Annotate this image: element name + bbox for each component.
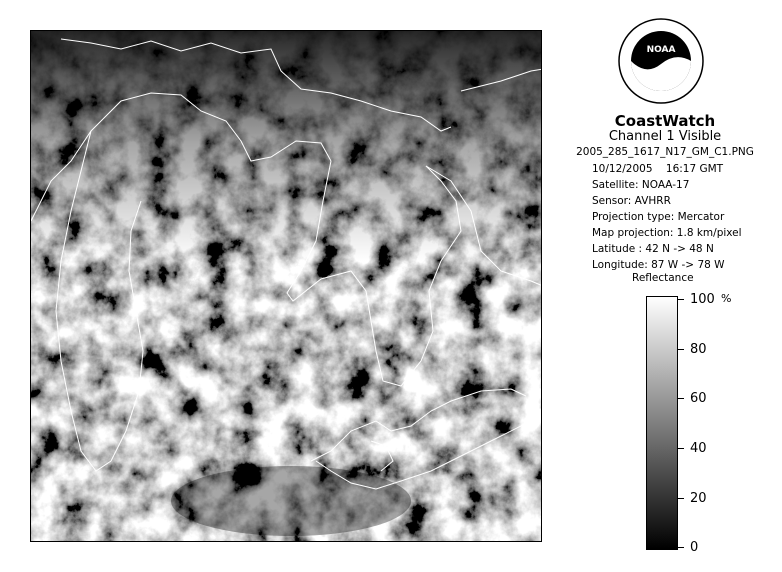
- dark-patch: [171, 466, 411, 536]
- date-text: 10/12/2005: [592, 163, 653, 175]
- colorbar-tick-label: 80: [690, 342, 707, 357]
- colorbar-tick: [678, 547, 684, 548]
- colorbar-tick-label: 0: [690, 540, 699, 555]
- colorbar-tick-label: 40: [690, 441, 707, 456]
- colorbar-tick: [678, 299, 684, 300]
- noaa-logo-text: NOAA: [646, 45, 676, 55]
- time-text: 16:17 GMT: [665, 163, 724, 175]
- dark-region-overlay: [31, 31, 542, 542]
- colorbar-tick-label: 20: [690, 491, 707, 506]
- colorbar: [646, 296, 678, 550]
- colorbar-tick-label: 60: [690, 391, 707, 406]
- sensor-text: Sensor: AVHRR: [592, 195, 671, 207]
- satellite-map: [30, 30, 542, 542]
- colorbar-tick-label: 100: [690, 292, 715, 307]
- longitude-text: Longitude: 87 W -> 78 W: [592, 259, 725, 271]
- map-projection-text: Map projection: 1.8 km/pixel: [592, 227, 742, 239]
- colorbar-tick: [678, 498, 684, 499]
- satellite-text: Satellite: NOAA-17: [592, 179, 690, 191]
- colorbar-tick: [678, 398, 684, 399]
- file-name: 2005_285_1617_N17_GM_C1.PNG: [576, 146, 754, 158]
- noaa-logo-icon: [618, 18, 704, 104]
- colorbar-label: Reflectance: [632, 272, 694, 284]
- channel-subtitle: Channel 1 Visible: [608, 129, 722, 144]
- page-title: CoastWatch: [614, 112, 716, 130]
- latitude-text: Latitude : 42 N -> 48 N: [592, 243, 714, 255]
- colorbar-tick: [678, 448, 684, 449]
- satellite-image: [31, 31, 542, 542]
- projection-type-text: Projection type: Mercator: [592, 211, 725, 223]
- colorbar-tick: [678, 349, 684, 350]
- colorbar-unit: %: [721, 292, 732, 305]
- date-time-line: [592, 163, 723, 175]
